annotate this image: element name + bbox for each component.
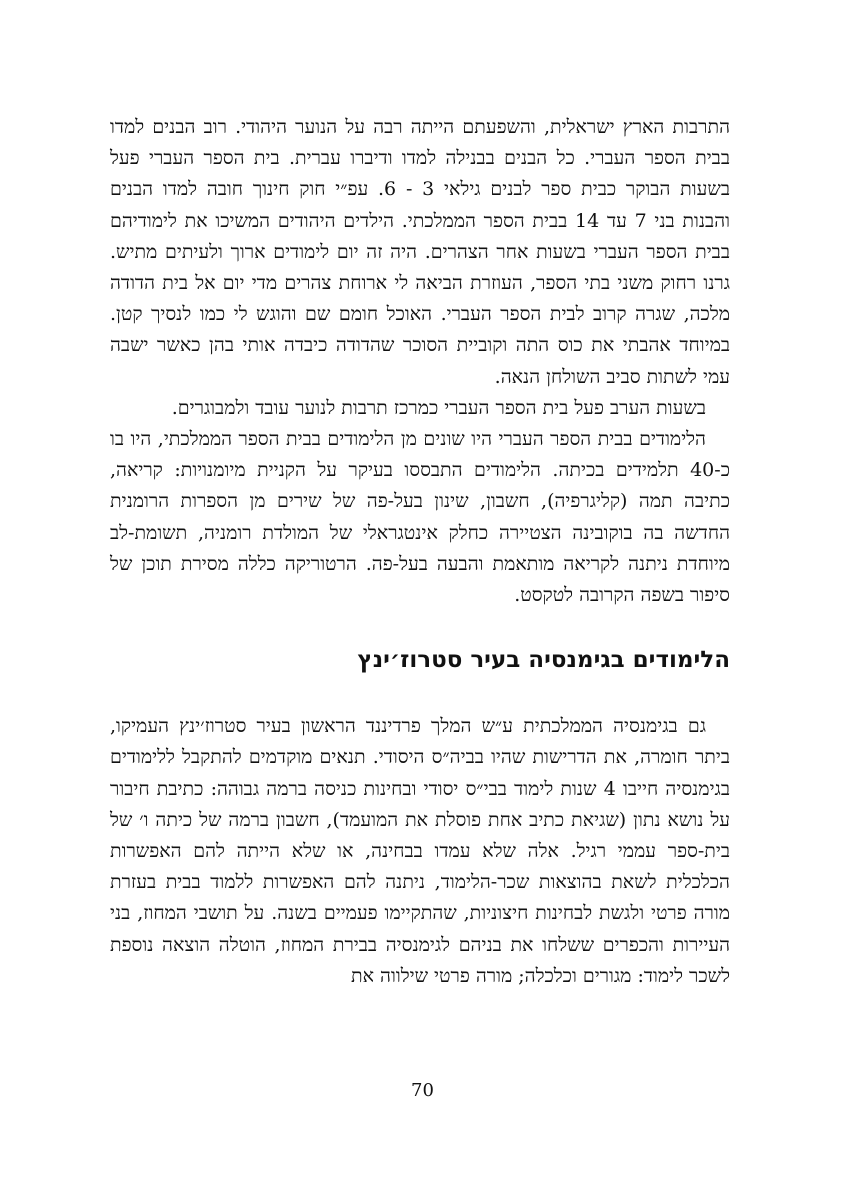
body-paragraph: בשעות הערב פעל בית הספר העברי כמרכז תרבות לנוער עובד ולמבוגרים.	[171, 396, 706, 419]
document-page	[110, 112, 730, 992]
body-paragraph: התרבות הארץ ישראלית, והשפעתם הייתה רבה על הנוער היהודי. רוב הבנים למדו בבית הספר העברי. כל הבנים בבנילה למדו ודיברו עברית. בית הספר העברי פעל בשעות הבוקר כבית ספר לבנים גילאי 3 - 6. עפ״י חוק חינוך חובה למדו הבנים והבנות בני 7 עד 14 בבית הספר הממלכתי. הילדים היהודים המשיכו את לימודיהם בבית הספר העברי בשעות אחר הצהרים. היה זה יום לימודים ארוך ולעיתים מתיש. גרנו רחוק משני בתי הספר, העוזרת הביאה לי ארוחת צהרים מדי יום אל בית הדודה מלכה, שגרה קרוב לבית הספר העברי. האוכל חומם שם והוגש לי כמו לנסיך קטן. במיוחד אהבתי את כוס התה וקוביית הסוכר שהדודה כיבדה אותי בהן כאשר ישבה עמי לשתות סביב השולחן הנאה.	[110, 116, 730, 388]
section-heading: הלימודים בגימנסיה בעיר סטרוז׳ינץ	[357, 647, 730, 674]
body-paragraph: גם בגימנסיה הממלכתית ע״ש המלך פרדיננד הראשון בעיר סטרוז׳ינץ העמיקו, ביתר חומרה, את הדרישות שהיו בביה״ס היסודי. תנאים מוקדמים להתקבל ללימודים בגימנסיה חייבו 4 שנות לימוד בבי״ס יסודי ובחינות כניסה ברמה גבוהה: כתיבת חיבור על נושא נתון (שגיאת כתיב אחת פוסלת את המועמד), חשבון ברמה של כיתה ו׳ של בית-ספר עממי רגיל. אלה שלא עמדו בבחינה, או שלא הייתה להם האפשרות הכלכלית לשאת בהוצאות שכר-הלימוד, ניתנה להם האפשרות ללמוד בבית בעזרת מורה פרטי ולגשת לבחינות חיצוניות, שהתקיימו פעמיים בשנה. על תושבי המחוז, בני העיירות והכפרים ששלחו את בניהם לגימנסיה בבירת המחוז, הוטלה הוצאה נוספת לשכר לימוד: מגורים וכלכלה; מורה פרטי שילווה את	[110, 715, 730, 987]
page-number: 70	[411, 1080, 434, 1101]
body-paragraph: הלימודים בבית הספר העברי היו שונים מן הלימודים בבית הספר הממלכתי, היו בו כ-40 תלמידים בכיתה. הלימודים התבססו בעיקר על הקניית מיומנויות: קריאה, כתיבה תמה (קליגרפיה), חשבון, שינון בעל-פה של שירים מן הספרות הרומנית החדשה בה בוקובינה הצטיירה כחלק אינטגראלי של המולדת רומניה, תשומת-לב מיוחדת ניתנה לקריאה מותאמת והבעה בעל-פה. הרטוריקה כללה מסירת תוכן של סיפור בשפה הקרובה לטקסט.	[110, 428, 730, 607]
